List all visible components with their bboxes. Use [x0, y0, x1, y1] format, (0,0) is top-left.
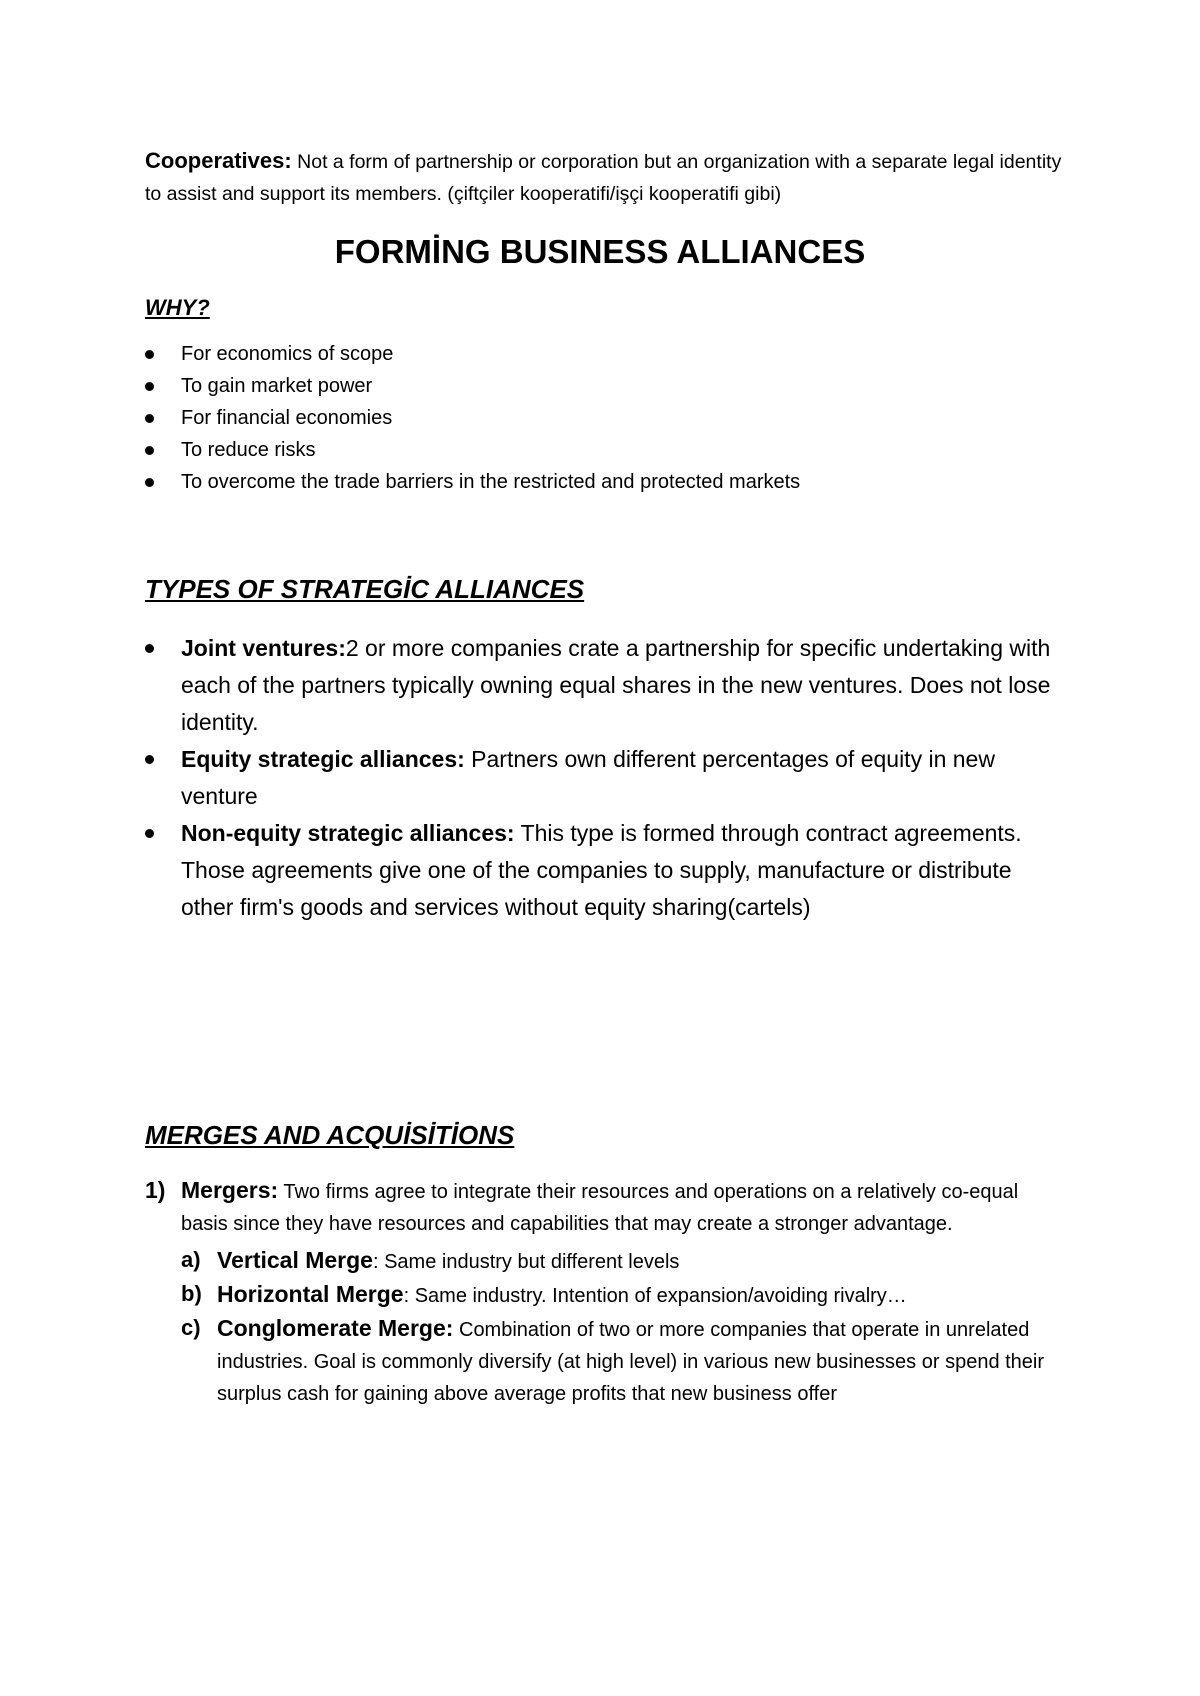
list-item: [145, 741, 1065, 815]
list-item-term: Conglomerate Merge:: [217, 1315, 454, 1341]
list-item: [145, 338, 1065, 370]
merges-heading: MERGES AND ACQUİSİTİONS: [145, 1120, 515, 1150]
document-page: [145, 145, 1065, 1410]
types-heading: TYPES OF STRATEGİC ALLIANCES: [145, 574, 585, 604]
list-item-text: : Same industry but different levels: [372, 1251, 680, 1273]
list-item-term: Vertical Merge: [217, 1247, 373, 1273]
list-item-text: Partners own different percentages of equity in new venture: [181, 746, 995, 809]
list-item: [181, 1244, 1065, 1278]
list-marker: a): [181, 1247, 201, 1272]
list-marker: 1): [145, 1177, 166, 1203]
why-list: [145, 338, 1065, 498]
list-item-text: For financial economies: [181, 407, 393, 429]
list-item: [181, 1278, 1065, 1312]
list-item: [145, 466, 1065, 498]
bullet-icon: [145, 829, 154, 838]
list-item: [145, 434, 1065, 466]
list-item: [145, 370, 1065, 402]
list-item: [181, 1312, 1065, 1410]
cooperatives-definition: Not a form of partnership or corporation but an organization with a separate legal identity to assist and support its members. (çiftçiler kooperatifi/işçi kooperatifi gibi): [145, 151, 1062, 205]
list-item: [145, 1174, 1065, 1410]
cooperatives-paragraph: [145, 145, 1065, 210]
bullet-icon: [145, 478, 154, 487]
page-title: FORMİNG BUSINESS ALLIANCES: [334, 233, 866, 270]
bullet-icon: [145, 644, 154, 653]
bullet-icon: [145, 350, 154, 359]
types-list: [145, 630, 1065, 926]
list-item: [145, 402, 1065, 434]
list-item-term: Joint ventures:: [181, 635, 346, 661]
why-heading: WHY?: [145, 295, 210, 320]
bullet-icon: [145, 446, 154, 455]
list-item-text: Combination of two or more companies that operate in unrelated industries. Goal is commonly diversify (at high level) in various new businesses or spend their surplus cash for gaining above average profits that new business offer: [217, 1319, 1045, 1405]
list-item-term: Equity strategic alliances:: [181, 746, 465, 772]
list-item-text: : Same industry. Intention of expansion/avoiding rivalry…: [403, 1285, 907, 1307]
list-item-term: Mergers:: [181, 1177, 279, 1203]
list-item: [145, 630, 1065, 741]
list-item-text: To reduce risks: [181, 439, 316, 461]
list-marker: b): [181, 1281, 202, 1306]
list-item-text: Two firms agree to integrate their resources and operations on a relatively co-equal basis since they have resources and capabilities that may create a stronger advantage.: [181, 1181, 1019, 1235]
bullet-icon: [145, 755, 154, 764]
list-item: [145, 815, 1065, 926]
list-item-term: Non-equity strategic alliances:: [181, 820, 515, 846]
merge-types-list: [181, 1244, 1065, 1410]
list-item-text: To overcome the trade barriers in the restricted and protected markets: [181, 471, 801, 493]
bullet-icon: [145, 382, 154, 391]
merges-list: [145, 1174, 1065, 1410]
list-item-text: To gain market power: [181, 375, 373, 397]
cooperatives-term: Cooperatives:: [145, 148, 292, 173]
list-marker: c): [181, 1315, 201, 1340]
bullet-icon: [145, 414, 154, 423]
list-item-term: Horizontal Merge: [217, 1281, 404, 1307]
list-item-text: This type is formed through contract agreements. Those agreements give one of the companies to supply, manufacture or distribute other firm's goods and services without equity sharing(cartels): [181, 820, 1022, 920]
list-item-text: For economics of scope: [181, 343, 394, 365]
list-item-text: 2 or more companies crate a partnership for specific undertaking with each of the partners typically owning equal shares in the new ventures. Does not lose identity.: [181, 635, 1051, 735]
